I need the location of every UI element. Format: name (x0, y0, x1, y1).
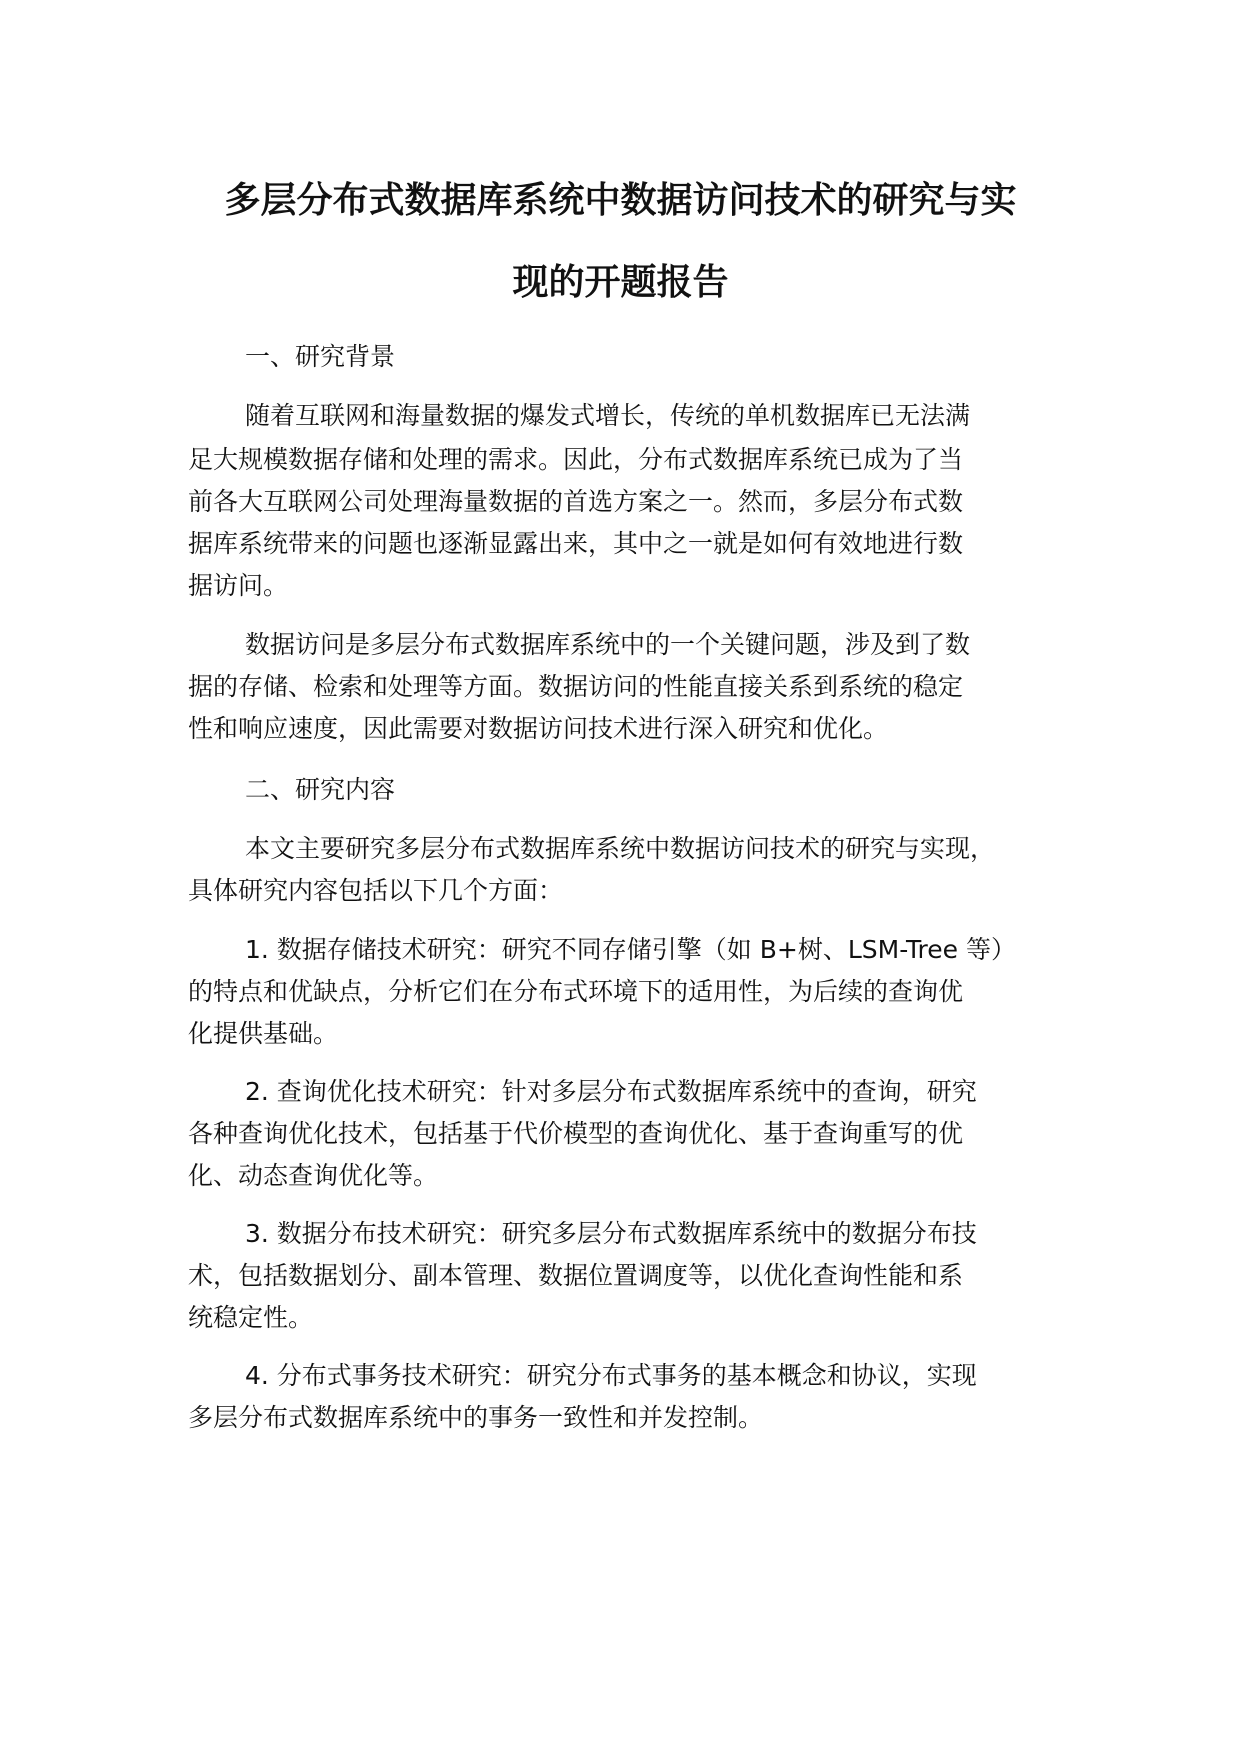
paragraph-line: 3. 数据分布技术研究：研究多层分布式数据库系统中的数据分布技 (245, 1219, 977, 1248)
paragraph-line: 术，包括数据划分、副本管理、数据位置调度等，以优化查询性能和系 (188, 1261, 964, 1290)
paragraph-line: 性和响应速度，因此需要对数据访问技术进行深入研究和优化。 (188, 714, 889, 743)
section-1-heading: 一、研究背景 (245, 342, 396, 371)
paragraph-line: 据访问。 (188, 571, 289, 600)
section-2-heading: 二、研究内容 (245, 775, 396, 804)
paragraph-line: 统稳定性。 (188, 1303, 314, 1332)
paragraph-line: 本文主要研究多层分布式数据库系统中数据访问技术的研究与实现， (245, 834, 996, 863)
paragraph-line: 数据访问是多层分布式数据库系统中的一个关键问题，涉及到了数 (245, 630, 971, 659)
paragraph-line: 据的存储、检索和处理等方面。数据访问的性能直接关系到系统的稳定 (188, 672, 964, 701)
paragraph-line: 足大规模数据存储和处理的需求。因此，分布式数据库系统已成为了当 (188, 445, 964, 474)
paragraph-line: 多层分布式数据库系统中的事务一致性和并发控制。 (188, 1403, 764, 1432)
paragraph-line: 据库系统带来的问题也逐渐显露出来，其中之一就是如何有效地进行数 (188, 529, 964, 558)
paragraph-line: 的特点和优缺点，分析它们在分布式环境下的适用性，为后续的查询优 (188, 977, 964, 1006)
paragraph-line: 4. 分布式事务技术研究：研究分布式事务的基本概念和协议，实现 (245, 1361, 977, 1390)
document-title-line-1: 多层分布式数据库系统中数据访问技术的研究与实 (224, 180, 1017, 221)
paragraph-line: 各种查询优化技术，包括基于代价模型的查询优化、基于查询重写的优 (188, 1119, 964, 1148)
document-title-line-2: 现的开题报告 (512, 262, 729, 303)
paragraph-line: 1. 数据存储技术研究：研究不同存储引擎（如 B+树、LSM-Tree 等） (245, 935, 1016, 964)
paragraph-line: 具体研究内容包括以下几个方面： (188, 876, 564, 905)
paragraph-line: 化、动态查询优化等。 (188, 1161, 439, 1190)
paragraph-line: 化提供基础。 (188, 1019, 339, 1048)
paragraph-line: 前各大互联网公司处理海量数据的首选方案之一。然而，多层分布式数 (188, 487, 964, 516)
paragraph-line: 随着互联网和海量数据的爆发式增长，传统的单机数据库已无法满 (245, 401, 971, 430)
paragraph-line: 2. 查询优化技术研究：针对多层分布式数据库系统中的查询，研究 (245, 1077, 977, 1106)
